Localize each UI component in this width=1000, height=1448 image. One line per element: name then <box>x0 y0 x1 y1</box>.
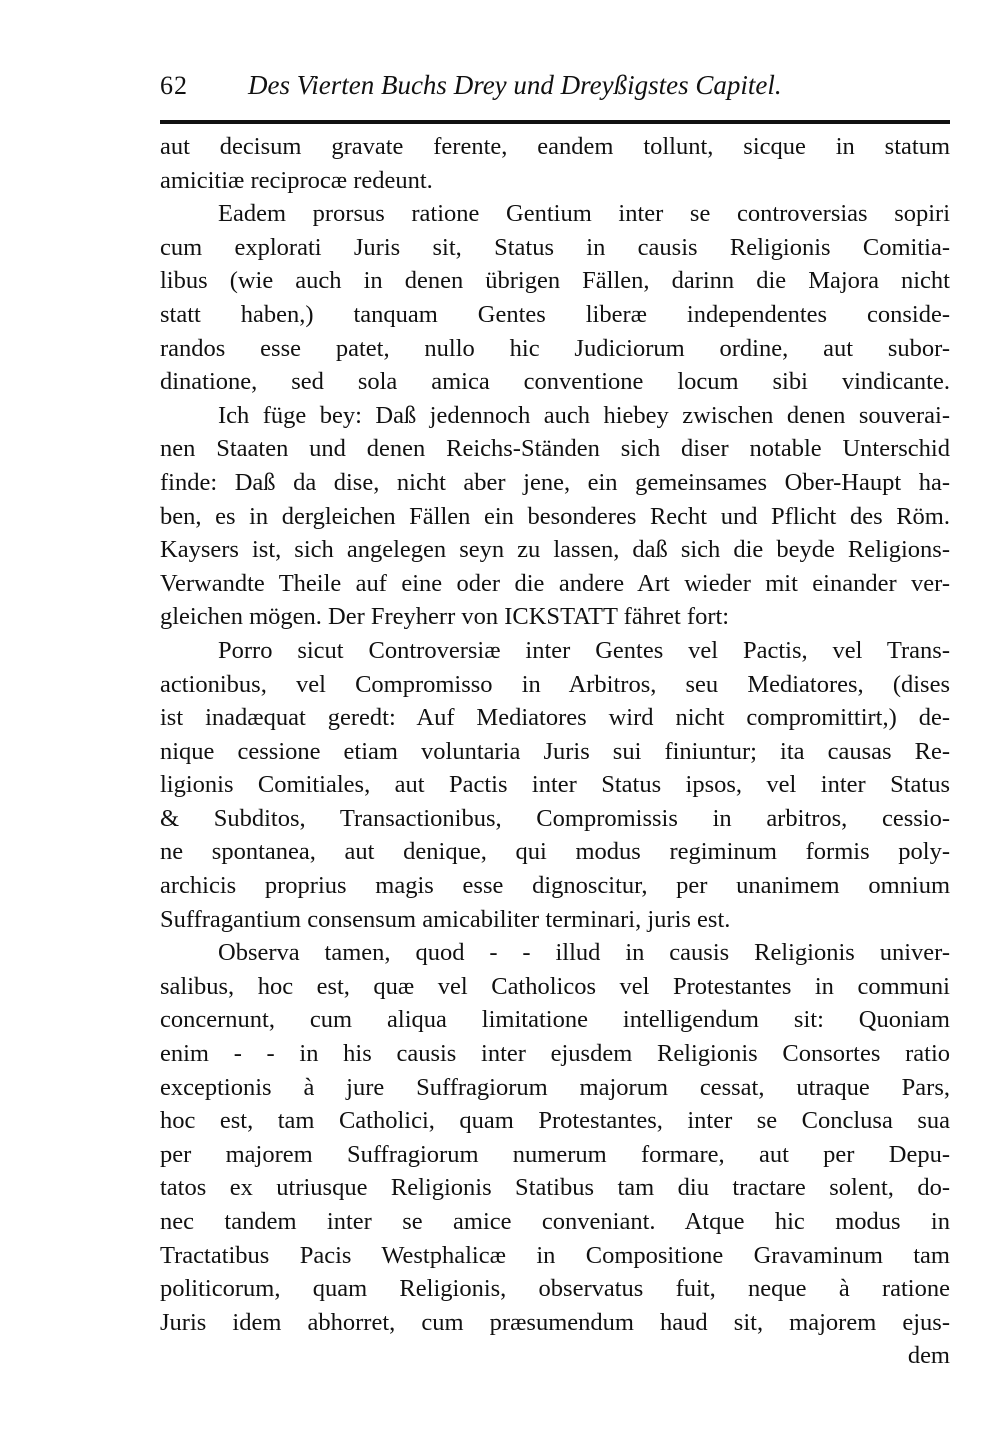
text-line: gleichen mögen. Der Freyherr von ICKSTATT fähret fort: <box>160 603 730 631</box>
text-line: tatos ex utriusque Religionis Statibus tam diu tractare solent, do- <box>160 1174 950 1202</box>
text-line: finde: Daß da dise, nicht aber jene, ein gemeinsames Ober-Haupt ha- <box>160 468 950 496</box>
text-line: randos esse patet, nullo hic Judiciorum ordine, aut subor- <box>160 334 950 362</box>
page-header <box>160 70 950 110</box>
body-text <box>160 130 950 1373</box>
text-line: Tractatibus Pacis Westphalicæ in Compositione Gravaminum tam <box>160 1241 950 1269</box>
text-line: Kaysers ist, sich angelegen seyn zu lassen, daß sich die beyde Religions- <box>160 536 950 564</box>
text-line: Eadem prorsus ratione Gentium inter se controversias sopiri <box>218 200 950 228</box>
text-line: nec tandem inter se amice conveniant. Atque hic modus in <box>160 1208 950 1235</box>
text-line: Verwandte Theile auf eine oder die andere Art wieder mit einander ver- <box>160 569 950 597</box>
text-line: archicis proprius magis esse dignoscitur, per unanimem omnium <box>160 872 950 900</box>
text-line: nen Staaten und denen Reichs-Ständen sich diser notable Unterschid <box>160 435 950 463</box>
text-line: hoc est, tam Catholici, quam Protestantes, inter se Conclusa sua <box>160 1107 950 1135</box>
text-line: exceptionis à jure Suffragiorum majorum cessat, utraque Pars, <box>160 1073 950 1101</box>
text-line: dem <box>907 1342 950 1370</box>
text-line: nique cessione etiam voluntaria Juris sui finiuntur; ita causas Re- <box>160 737 950 765</box>
page-number: 62 <box>160 71 188 100</box>
text-line: & Subditos, Transactionibus, Compromissis in arbitros, cessio- <box>160 804 950 832</box>
text-line: actionibus, vel Compromisso in Arbitros, seu Mediatores, (dises <box>160 670 950 698</box>
text-line: amicitiæ reciprocæ redeunt. <box>160 166 433 194</box>
text-line: libus (wie auch in denen übrigen Fällen, darinn die Majora nicht <box>160 267 950 295</box>
text-line: statt haben,) tanquam Gentes liberæ independentes conside- <box>160 300 950 328</box>
text-line: cum explorati Juris sit, Status in causis Religionis Comitia- <box>160 233 950 261</box>
text-line: ne spontanea, aut denique, qui modus regiminum formis poly- <box>160 838 950 866</box>
text-line: Suffragantium consensum amicabiliter terminari, juris est. <box>160 905 731 933</box>
header-rule <box>160 120 950 124</box>
book-page <box>160 70 950 1373</box>
text-line: concernunt, cum aliqua limitatione intelligendum sit: Quoniam <box>160 1006 950 1034</box>
running-head: Des Vierten Buchs Drey und Dreyßigstes Capitel. <box>248 70 782 100</box>
text-line: enim - - in his causis inter ejusdem Religionis Consortes ratio <box>160 1040 950 1068</box>
text-line: Ich füge bey: Daß jedennoch auch hiebey zwischen denen souverai- <box>218 401 950 429</box>
text-line: salibus, hoc est, quæ vel Catholicos vel Protestantes in communi <box>160 972 950 1000</box>
text-line: aut decisum gravate ferente, eandem tollunt, sicque in statum <box>160 133 950 160</box>
text-line: ligionis Comitiales, aut Pactis inter Status ipsos, vel inter Status <box>160 771 950 799</box>
text-line: Porro sicut Controversiæ inter Gentes vel Pactis, vel Trans- <box>218 636 950 664</box>
text-line: Observa tamen, quod - - illud in causis Religionis univer- <box>218 939 950 967</box>
text-line: ist inadæquat geredt: Auf Mediatores wird nicht compromittirt,) de- <box>160 704 950 732</box>
text-line: ben, es in dergleichen Fällen ein besonderes Recht und Pflicht des Röm. <box>160 502 950 530</box>
text-line: dinatione, sed sola amica conventione locum sibi vindicante. <box>160 368 950 396</box>
text-line: politicorum, quam Religionis, observatus fuit, neque à ratione <box>160 1275 950 1303</box>
text-line: per majorem Suffragiorum numerum formare, aut per Depu- <box>160 1140 950 1168</box>
text-line: Juris idem abhorret, cum præsumendum haud sit, majorem ejus- <box>160 1308 950 1336</box>
